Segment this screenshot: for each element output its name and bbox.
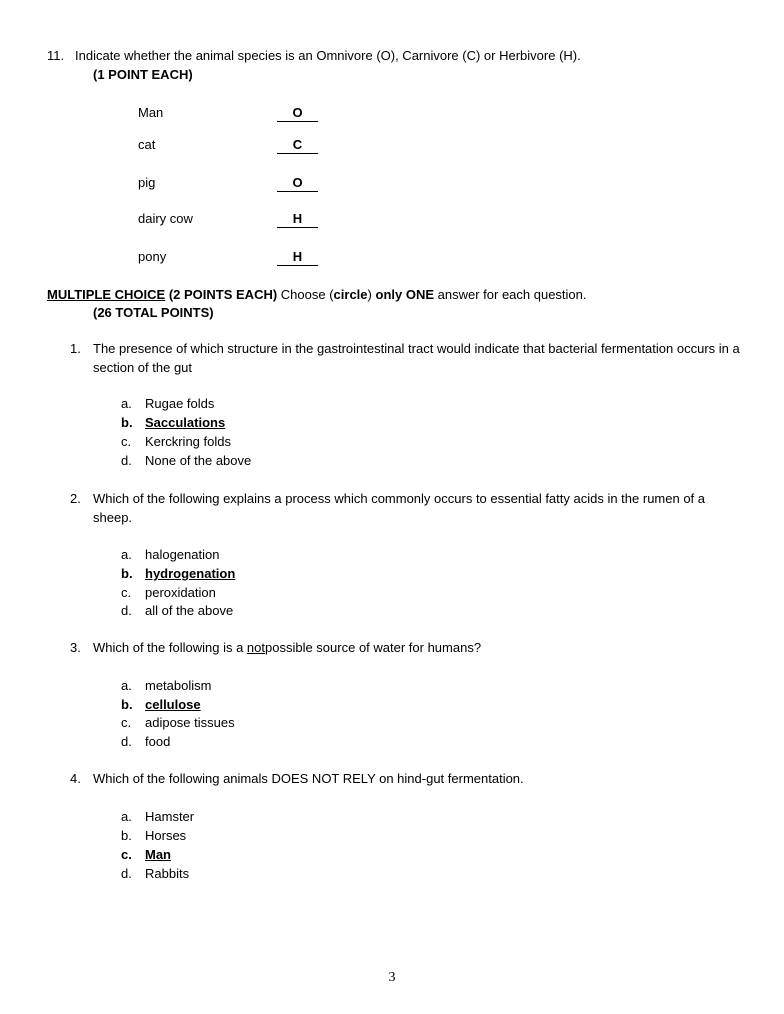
question-text-not: not: [246, 640, 265, 655]
option-letter: c.: [121, 434, 132, 449]
option-text: peroxidation: [145, 585, 216, 600]
question-text: The presence of which structure in the gastrointestinal tract would indicate that bacterial fermentation occurs in a section of the gut: [93, 341, 740, 375]
option-text: None of the above: [145, 453, 252, 468]
option-text: Rabbits: [145, 866, 190, 881]
option-letter: a.: [121, 809, 132, 824]
question-number: 1.: [70, 341, 81, 356]
mc-instr-part: Choose (: [280, 287, 334, 302]
q11-prompt: Indicate whether the animal species is an Omnivore (O), Carnivore (C) or Herbivore (H).: [75, 48, 581, 63]
option-letter: d.: [121, 866, 132, 881]
option-text: adipose tissues: [145, 715, 235, 730]
option-text: Kerckring folds: [145, 434, 231, 449]
option-text-correct: Sacculations: [145, 415, 226, 430]
question-text: [93, 638, 743, 657]
mc-total-points: (26 TOTAL POINTS): [93, 305, 214, 320]
option-letter: d.: [121, 734, 132, 749]
q11-answer: C: [277, 137, 318, 154]
q11-animal: dairy cow: [138, 211, 193, 226]
q11-answer: H: [277, 249, 318, 266]
option-letter-correct: c.: [121, 847, 132, 862]
q11-points: (1 POINT EACH): [93, 67, 193, 82]
option-text: Hamster: [145, 809, 195, 824]
option-text: halogenation: [145, 547, 220, 562]
option-letter: a.: [121, 678, 132, 693]
q11-animal: pony: [138, 249, 167, 264]
question-number: 4.: [70, 771, 81, 786]
option-letter: d.: [121, 453, 132, 468]
option-text: food: [145, 734, 171, 749]
mc-instr-circle: circle: [333, 287, 368, 302]
q11-number: 11.: [47, 48, 65, 63]
option-letter: d.: [121, 603, 132, 618]
q11-animal: Man: [138, 105, 164, 120]
option-text: all of the above: [145, 603, 234, 618]
mc-instructions: [47, 287, 587, 303]
option-text: Horses: [145, 828, 187, 843]
option-letter: a.: [121, 396, 132, 411]
option-text: Rugae folds: [145, 396, 215, 411]
option-letter: b.: [121, 828, 132, 843]
page-number: 3: [388, 970, 396, 985]
option-letter: a.: [121, 547, 132, 562]
q11-animal: cat: [138, 137, 156, 152]
option-text-correct: cellulose: [145, 697, 201, 712]
mc-instr-part: answer for each question.: [437, 287, 587, 302]
q11-animal: pig: [138, 175, 156, 190]
option-text-correct: hydrogenation: [145, 566, 236, 581]
mc-instr-only-one: only ONE: [375, 287, 435, 302]
option-text: metabolism: [145, 678, 212, 693]
question-text-part: Which of the following is a: [93, 640, 244, 655]
q11-answer: O: [277, 175, 318, 192]
mc-heading: MULTIPLE CHOICE: [47, 287, 166, 302]
option-letter-correct: b.: [121, 697, 133, 712]
question-text-part: possible source of water for humans?: [265, 640, 482, 655]
mc-instr-part: ): [367, 287, 372, 302]
question-text: Which of the following animals DOES NOT RELY on hind-gut fermentation.: [93, 771, 524, 786]
mc-heading-points: (2 POINTS EACH): [168, 287, 278, 302]
question-text: Which of the following explains a process which commonly occurs to essential fatty acids in the rumen of a sheep.: [93, 491, 706, 525]
question-number: 3.: [70, 640, 81, 655]
option-letter-correct: b.: [121, 415, 133, 430]
option-letter: c.: [121, 585, 132, 600]
q11-answer: H: [277, 211, 318, 228]
question-number: 2.: [70, 491, 81, 506]
option-letter-correct: b.: [121, 566, 133, 581]
option-text-correct: Man: [145, 847, 171, 862]
option-letter: c.: [121, 715, 132, 730]
q11-answer: O: [277, 105, 318, 122]
